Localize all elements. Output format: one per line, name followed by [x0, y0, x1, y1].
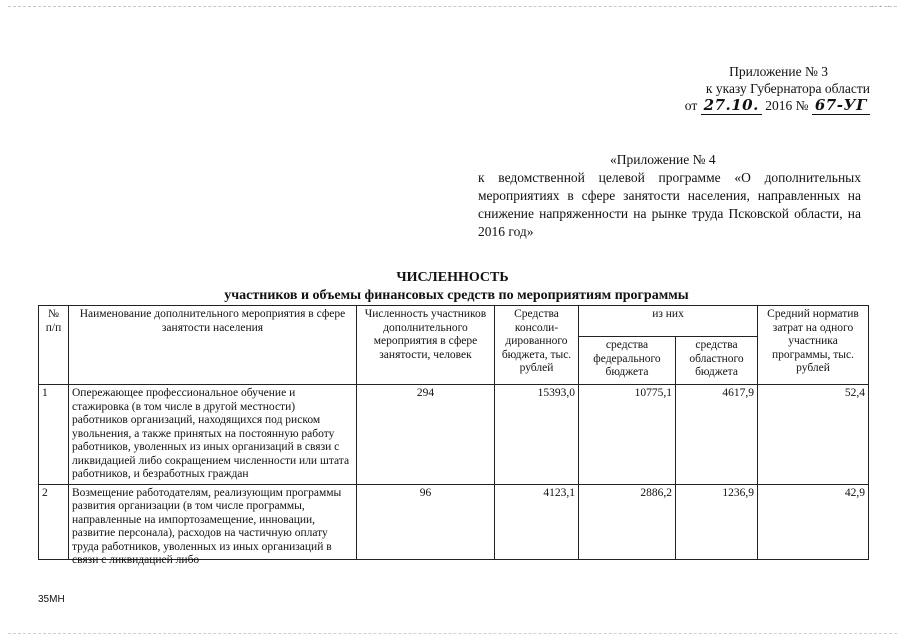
- row-count: 96: [357, 484, 495, 559]
- header-of-which: из них: [579, 306, 758, 337]
- handwritten-date: 27.10.: [701, 97, 762, 115]
- document-title: ЧИСЛЕННОСТЬ: [396, 270, 509, 285]
- scan-corner-mark: · · ·: [871, 2, 891, 13]
- appendix-number: Приложение № 3: [729, 64, 828, 79]
- handwritten-number: 67-УГ: [812, 97, 870, 115]
- row-avg: 42,9: [758, 484, 869, 559]
- table-header-row: [39, 306, 869, 337]
- header-avg: Средний норматив затрат на одного участника программы, тыс. рублей: [758, 306, 869, 385]
- appendix-date-line: [620, 97, 870, 115]
- header-regional: средства областного бюджета: [676, 337, 758, 385]
- footer-code: 35МН: [38, 594, 65, 605]
- appendix-decree: к указу Губернатора области: [705, 81, 870, 96]
- sub-appendix-body: к ведомственной целевой программе «О дополнительных мероприятиях в сфере занятости населения, направленных на снижение напряженности на рынке труда Псковской области, на 2016 год»: [478, 170, 861, 239]
- program-table-wrapper: [38, 305, 868, 566]
- row-num: 2: [39, 484, 69, 559]
- sub-appendix-head: «Приложение № 4: [610, 152, 716, 167]
- scan-bottom-edge: [8, 633, 897, 634]
- sub-appendix-block: [478, 151, 861, 241]
- year-text: 2016 №: [765, 98, 809, 113]
- row-regional: 4617,9: [676, 385, 758, 485]
- row-name: Опережающее профессиональное обучение и стажировка (в том числе в другой местности) работников организаций, находящихся под риском увольнения, а также принятых на постоянную работу работников, уволенных из иных организаций в связи с ликвидацией либо сокращением численности или штата работников, и безработных граждан: [69, 385, 357, 485]
- header-federal: средства федерального бюджета: [579, 337, 676, 385]
- row-count: 294: [357, 385, 495, 485]
- row-regional: 1236,9: [676, 484, 758, 559]
- row-federal: 10775,1: [579, 385, 676, 485]
- row-budget: 15393,0: [495, 385, 579, 485]
- scan-top-edge: [8, 6, 897, 7]
- header-name: Наименование дополнительного мероприятия в сфере занятости населения: [69, 306, 357, 385]
- row-avg: 52,4: [758, 385, 869, 485]
- table-row: [39, 484, 869, 559]
- program-table: [38, 305, 869, 566]
- appendix-block: [620, 63, 870, 115]
- document-subtitle: участников и объемы финансовых средств по мероприятиям программы: [224, 288, 689, 303]
- date-prefix: от: [684, 98, 698, 113]
- row-name-cell: [69, 484, 357, 566]
- header-budget: Средства консоли-дированного бюджета, тыс. рублей: [495, 306, 579, 385]
- row-federal: 2886,2: [579, 484, 676, 559]
- row-num: 1: [39, 385, 69, 485]
- row-budget: 4123,1: [495, 484, 579, 559]
- header-num: № п/п: [39, 306, 69, 385]
- row-name: Возмещение работодателям, реализующим программы развития организации (в том числе программы, направленные на импортозамещение, инновации, развитие персонала), расходов на частичную оплату труда работников, уволенных из иных организаций в связи с ликвидацией либо: [72, 486, 342, 566]
- header-count: Численность участников дополнительного мероприятия в сфере занятости, человек: [357, 306, 495, 385]
- table-row: [39, 385, 869, 485]
